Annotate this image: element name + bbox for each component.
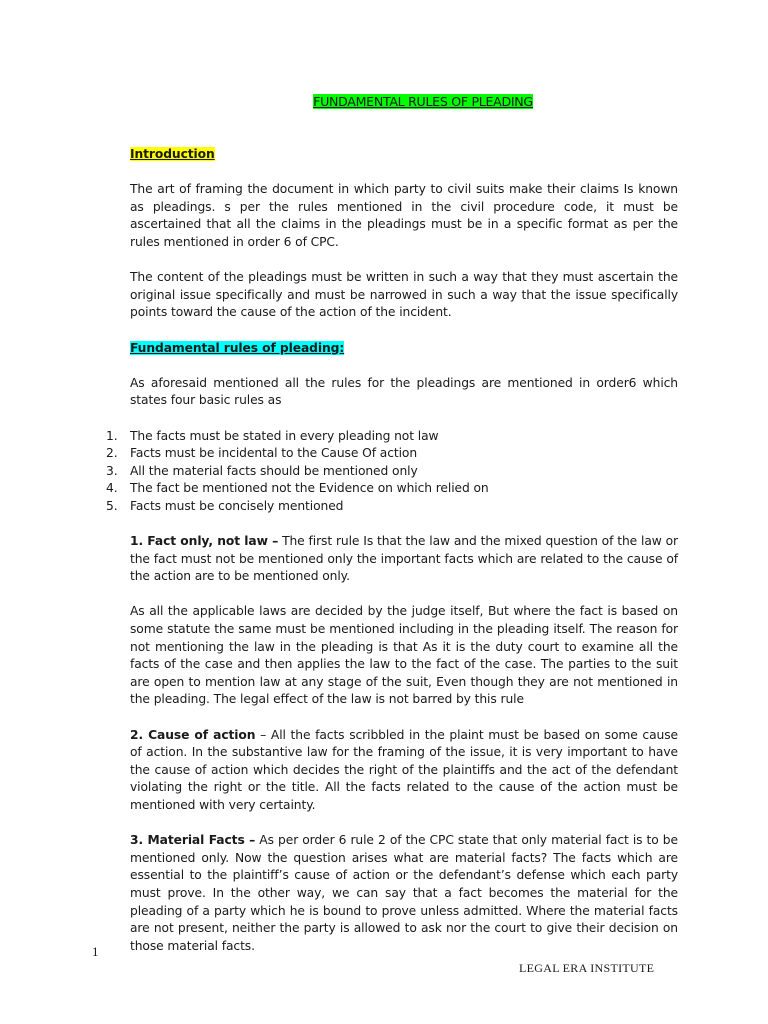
rules-heading-text: Fundamental rules of pleading:	[130, 340, 345, 355]
intro-paragraph-2: The content of the pleadings must be written in such a way that they must ascertain the original issue specifically and must be narrowed in such a way that the issue specifically points toward the cause of the action of the incident.	[130, 270, 678, 320]
cause-of-action-label: 2. Cause of action	[130, 727, 256, 742]
list-item: 2. Facts must be incidental to the Cause Of action	[106, 446, 418, 461]
fact-only-paragraph: 1. Fact only, not law – The first rule Is that the law and the mixed question of the law or the fact must not be mentioned only the important facts which are related to the cause of the action are to be mentioned only.	[130, 534, 678, 584]
document-body	[106, 146, 678, 955]
document-title	[0, 93, 768, 111]
footer-text: LEGAL ERA INSTITUTE	[519, 961, 655, 975]
fact-only-paragraph-2: As all the applicable laws are decided by the judge itself, But where the fact is based on some statute the same must be mentioned including in the pleading itself. The reason for not mentioning the law in the pleading is that As it is the duty court to examine all the facts of the case and then applies the law to the fact of the case. The parties to the suit are open to mention law at any stage of the suit, Even though they are not mentioned in the pleading. The legal effect of the law is not barred by this rule	[130, 604, 678, 707]
rules-heading	[130, 340, 678, 358]
page-number: 1	[92, 944, 99, 959]
cause-of-action-paragraph: 2. Cause of action – All the facts scribbled in the plaint must be based on some cause of action. In the substantive law for the framing of the issue, it is very important to have the cause of action which decides the right of the plaintiffs and the act of the defendant violating the right or the title. All the facts related to the cause of the action must be mentioned with very certainty.	[130, 727, 678, 812]
material-facts-paragraph: 3. Material Facts – As per order 6 rule 2 of the CPC state that only material fact is to be mentioned only. Now the question arises what are material facts? The facts which are essential to the plaintiff’s cause of action or the defendant’s defense which each party must prove. In the other way, we can say that a fact becomes the material for the pleading of a party which he is bound to prove unless admitted. Where the material facts are not present, neither the party is allowed to ask nor the court to give their decision on those material facts.	[130, 833, 678, 953]
intro-heading	[130, 146, 678, 164]
intro-heading-text: Introduction	[130, 147, 215, 161]
document-title-text: FUNDAMENTAL RULES OF PLEADING	[313, 94, 533, 109]
rules-lead-paragraph: As aforesaid mentioned all the rules for the pleadings are mentioned in order6 which states four basic rules as	[130, 375, 678, 408]
fact-only-label: 1. Fact only, not law –	[130, 534, 279, 549]
intro-paragraph-1: The art of framing the document in which party to civil suits make their claims Is known as pleadings. s per the rules mentioned in the civil procedure code, it must be ascertained that all the claims in the pleadings must be in a specific format as per the rules mentioned in order 6 of CPC.	[130, 182, 678, 249]
material-facts-label: 3. Material Facts –	[130, 833, 256, 848]
list-item: 3. All the material facts should be mentioned only	[106, 463, 418, 478]
list-item: 1. The facts must be stated in every pleading not law	[106, 428, 439, 443]
list-item: 5. Facts must be concisely mentioned	[106, 498, 344, 513]
rules-list	[106, 428, 678, 516]
list-item: 4. The fact be mentioned not the Evidence on which relied on	[106, 481, 489, 496]
